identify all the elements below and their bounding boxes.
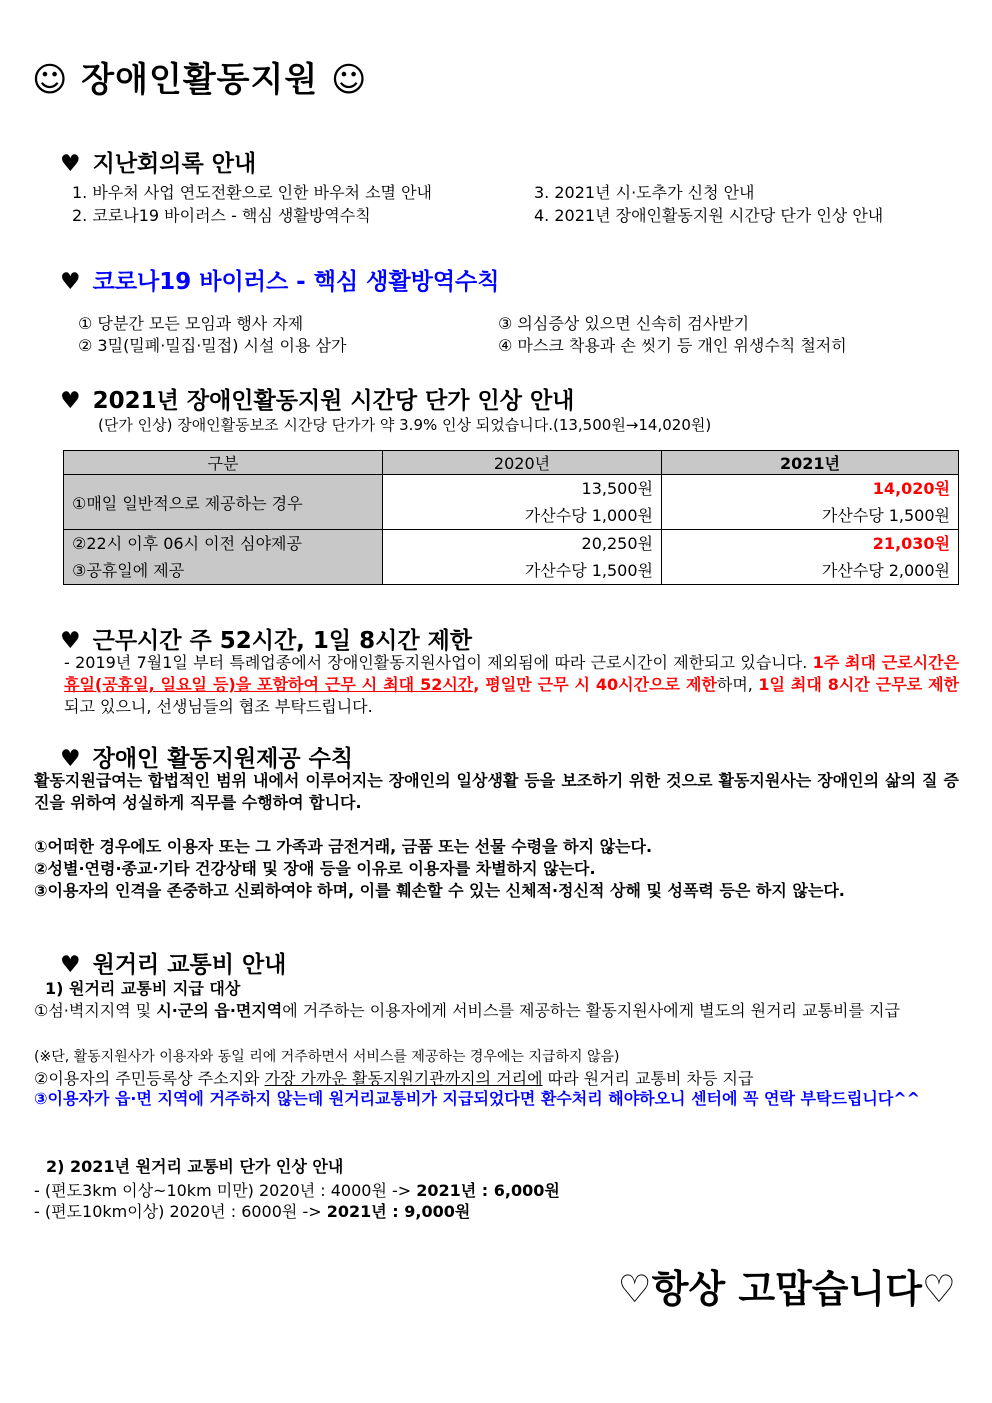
rate-table bbox=[63, 450, 959, 585]
value-2020: 20,250원 bbox=[581, 534, 653, 553]
row-label-line: ①매일 일반적으로 제공하는 경우 bbox=[72, 493, 303, 513]
worktime-highlight-underline: 휴일(공휴일, 일요일 등)을 포함하여 근무 시 최대 52시간 bbox=[64, 675, 474, 694]
rules-item-3: ③이용자의 인격을 존중하고 신뢰하여야 하며, 이를 훼손할 수 있는 신체적·정신적 상해 및 성폭력 등은 하지 않는다. bbox=[34, 881, 845, 900]
worktime-highlight: 1일 최대 8시간 근무로 제한 bbox=[758, 675, 959, 694]
covid-item-3: ③ 의심증상 있으면 신속히 검사받기 bbox=[498, 314, 750, 333]
travel-underline: 가장 가까운 활동지원기관까지의 거리에 bbox=[264, 1069, 543, 1088]
minutes-item-2: 2. 코로나19 바이러스 - 핵심 생활방역수칙 bbox=[72, 206, 371, 225]
heading-text: 2021년 장애인활동지원 시간당 단가 인상 안내 bbox=[92, 388, 575, 414]
travel-text: 따라 원거리 교통비 차등 지급 bbox=[542, 1069, 754, 1088]
heading-text: 장애인 활동지원제공 수칙 bbox=[92, 746, 354, 772]
heart-icon: ♥ bbox=[60, 628, 81, 654]
row-label bbox=[64, 475, 383, 530]
worktime-text: 하며, bbox=[716, 675, 759, 694]
worktime-paragraph bbox=[64, 652, 959, 718]
value-2021: 21,030원 bbox=[872, 534, 950, 553]
header-2020: 2020년 bbox=[383, 451, 662, 475]
row-label-line: ③공휴일에 제공 bbox=[72, 561, 185, 580]
covid-item-1: ① 당분간 모든 모임과 행사 자제 bbox=[78, 314, 304, 333]
extra-2020: 가산수당 1,000원 bbox=[524, 506, 653, 525]
value-2021: 14,020원 bbox=[872, 479, 950, 498]
travel-sub-1: 1) 원거리 교통비 지급 대상 bbox=[45, 979, 241, 998]
header-2021: 2021년 bbox=[662, 451, 959, 475]
section-heading-minutes bbox=[60, 145, 256, 178]
travel-note: (※단, 활동지원사가 이용자와 동일 리에 거주하면서 서비스를 제공하는 경우에는 지급하지 않음) bbox=[34, 1049, 620, 1065]
worktime-highlight: 1주 최대 근로시간은 bbox=[812, 653, 960, 672]
travel-price-line-1 bbox=[34, 1178, 560, 1201]
header-category: 구분 bbox=[64, 451, 383, 475]
heart-icon: ♥ bbox=[60, 388, 81, 414]
heart-icon: ♥ bbox=[60, 269, 81, 295]
heart-icon: ♥ bbox=[60, 952, 81, 978]
value-2020: 13,500원 bbox=[581, 479, 653, 498]
table-row bbox=[64, 530, 959, 585]
worktime-text: 되고 있으니, 선생님들의 협조 부탁드립니다. bbox=[64, 697, 373, 716]
table-header-row bbox=[64, 451, 959, 475]
travel-price-line-2 bbox=[34, 1199, 470, 1222]
travel-text: 에 거주하는 이용자에게 서비스를 제공하는 활동지원사에게 별도의 원거리 교통비를 지급 bbox=[282, 1001, 900, 1020]
section-heading-travel bbox=[60, 946, 286, 979]
section-heading-worktime bbox=[60, 622, 472, 655]
worktime-highlight: , 평일만 근무 시 40시간으로 제한 bbox=[473, 675, 717, 694]
page-title: ☺ 장애인활동지원 ☺ bbox=[32, 60, 368, 100]
price-bold: 2021년 : 6,000원 bbox=[416, 1181, 560, 1200]
travel-item-2 bbox=[34, 1066, 753, 1089]
cell-2020 bbox=[383, 475, 662, 530]
heart-icon: ♥ bbox=[60, 151, 81, 177]
rules-intro: 활동지원급여는 합법적인 범위 내에서 이루어지는 장애인의 일상생활 등을 보조하기 위한 것으로 활동지원사는 장애인의 삶의 질 증진을 위하여 성실하게 직무를 수행하여 합니다. bbox=[34, 771, 959, 812]
section-heading-covid bbox=[60, 263, 499, 296]
covid-item-2: ② 3밀(밀폐·밀집·밀접) 시설 이용 삼가 bbox=[78, 336, 347, 355]
heading-text: 코로나19 바이러스 - 핵심 생활방역수칙 bbox=[92, 269, 500, 295]
extra-2021: 가산수당 2,000원 bbox=[821, 561, 950, 580]
travel-text: ②이용자의 주민등록상 주소지와 bbox=[34, 1069, 265, 1088]
travel-item-3: ③이용자가 읍·면 지역에 거주하지 않는데 원거리교통비가 지급되었다면 환수처리 해야하오니 센터에 꼭 연락 부탁드립니다^^ bbox=[34, 1089, 921, 1108]
row-label bbox=[64, 530, 383, 585]
section-heading-rate bbox=[60, 382, 574, 415]
row-label-line: ②22시 이후 06시 이전 심야제공 bbox=[72, 534, 302, 553]
price-bold: 2021년 : 9,000원 bbox=[326, 1202, 471, 1221]
heart-icon: ♥ bbox=[60, 746, 81, 772]
table-row bbox=[64, 475, 959, 530]
extra-2021: 가산수당 1,500원 bbox=[821, 506, 950, 525]
rate-note: (단가 인상) 장애인활동보조 시간당 단가가 약 3.9% 인상 되었습니다.(13,500원→14,020원) bbox=[98, 416, 712, 434]
minutes-item-4: 4. 2021년 장애인활동지원 시간당 단가 인상 안내 bbox=[534, 206, 884, 225]
travel-item-1 bbox=[34, 1000, 959, 1022]
extra-2020: 가산수당 1,500원 bbox=[524, 561, 653, 580]
minutes-item-3: 3. 2021년 시·도추가 신청 안내 bbox=[534, 183, 755, 202]
price-text: - (편도10km이상) 2020년 : 6000원 -> bbox=[34, 1202, 327, 1221]
price-text: - (편도3km 이상~10km 미만) 2020년 : 4000원 -> bbox=[34, 1181, 417, 1200]
covid-item-4: ④ 마스크 착용과 손 씻기 등 개인 위생수칙 철저히 bbox=[498, 336, 847, 355]
section-heading-rules bbox=[60, 740, 353, 773]
heading-text: 지난회의록 안내 bbox=[92, 151, 257, 177]
cell-2020 bbox=[383, 530, 662, 585]
rules-item-1: ①어떠한 경우에도 이용자 또는 그 가족과 금전거래, 금품 또는 선물 수령을 하지 않는다. bbox=[34, 837, 653, 856]
cell-2021 bbox=[662, 475, 959, 530]
closing-message: ♡항상 고맙습니다♡ bbox=[617, 1267, 956, 1311]
travel-bold: 시·군의 읍·면지역 bbox=[156, 1001, 283, 1020]
travel-sub-2: 2) 2021년 원거리 교통비 단가 인상 안내 bbox=[46, 1157, 344, 1176]
travel-text: ①섬·벽지지역 및 bbox=[34, 1001, 157, 1020]
heading-text: 원거리 교통비 안내 bbox=[92, 952, 287, 978]
minutes-item-1: 1. 바우처 사업 연도전환으로 인한 바우처 소멸 안내 bbox=[72, 183, 432, 202]
worktime-text: - 2019년 7월1일 부터 특례업종에서 장애인활동지원사업이 제외됨에 따라 근로시간이 제한되고 있습니다. bbox=[64, 653, 813, 672]
cell-2021 bbox=[662, 530, 959, 585]
heading-text: 근무시간 주 52시간, 1일 8시간 제한 bbox=[92, 628, 473, 654]
rules-item-2: ②성별·연령·종교·기타 건강상태 및 장애 등을 이유로 이용자를 차별하지 않는다. bbox=[34, 859, 596, 878]
